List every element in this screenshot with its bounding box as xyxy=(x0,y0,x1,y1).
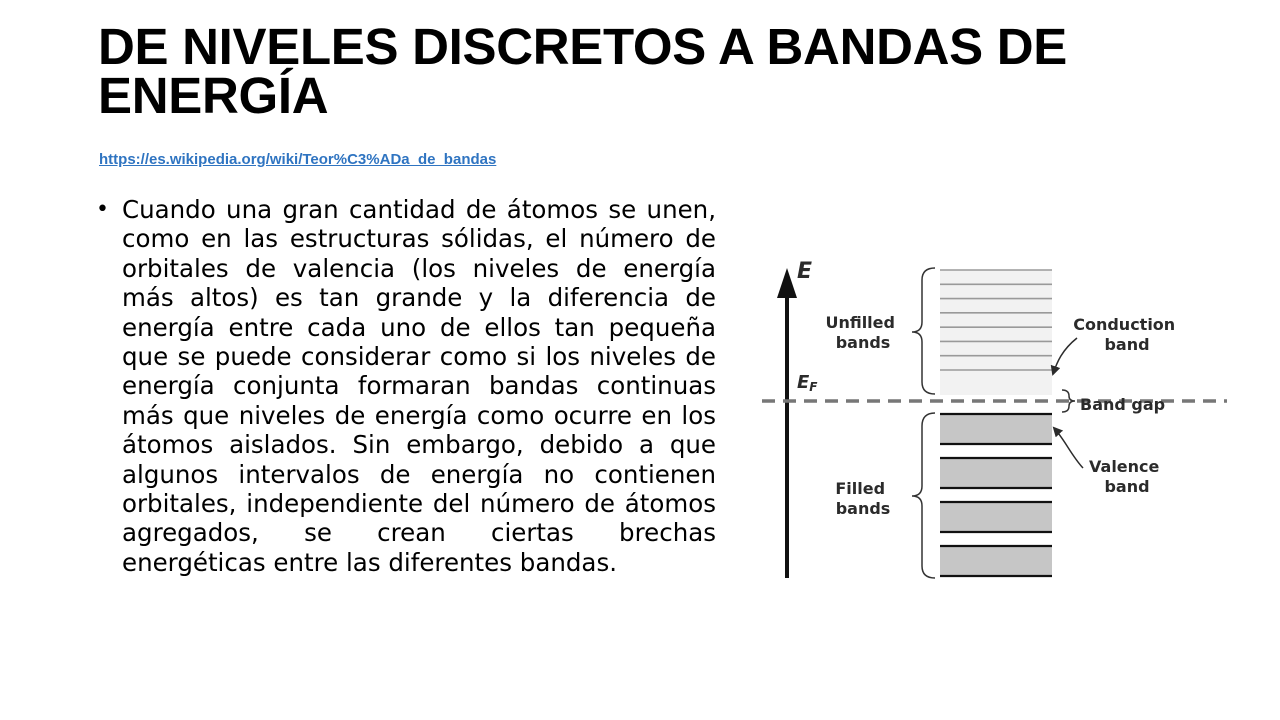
filled-bands-label: Filled bands xyxy=(835,479,891,518)
fermi-level-label: EF xyxy=(797,372,818,394)
unfilled-bands-region xyxy=(940,270,1052,395)
valence-band-label: Valence band xyxy=(1089,457,1160,496)
unfilled-bands-label: Unfilled bands xyxy=(825,313,895,352)
slide-title: DE NIVELES DISCRETOS A BANDAS DE ENERGÍA xyxy=(98,18,1067,124)
valence-band-fill xyxy=(940,458,1052,488)
filled-brace xyxy=(912,413,935,578)
conduction-band-label: Conduction band xyxy=(1073,315,1176,354)
unfilled-brace xyxy=(912,268,935,394)
band-gap-label: Band gap xyxy=(1080,395,1166,414)
bullet-point xyxy=(96,195,716,577)
filled-bands xyxy=(940,414,1052,576)
valence-pointer xyxy=(1054,428,1083,468)
energy-axis-label: E xyxy=(797,259,813,284)
source-link[interactable]: https://es.wikipedia.org/wiki/Teor%C3%ADa_de_bandas xyxy=(99,151,497,168)
bullet-text: Cuando una gran cantidad de átomos se unen, como en las estructuras sólidas, el número de orbitales de valencia (los niveles de energía más altos) es tan grande y la diferencia de energía entre cada uno de ellos tan pequeña que se puede considerar como si los niveles de energía conjunta formaran bandas continuas más que niveles de energía como ocurre en los átomos aislados. Sin embargo, debido a que algunos intervalos de energía no contienen orbitales, independiente del número de átomos agregados, se crean ciertas brechas energéticas entre las diferentes bandas. xyxy=(122,195,716,577)
valence-band-fill xyxy=(940,546,1052,576)
band-diagram xyxy=(757,250,1227,590)
energy-axis-arrowhead xyxy=(777,268,797,298)
valence-band-fill xyxy=(940,414,1052,444)
bullet-marker: • xyxy=(96,197,109,222)
valence-band-fill xyxy=(940,502,1052,532)
conduction-pointer xyxy=(1053,338,1077,374)
